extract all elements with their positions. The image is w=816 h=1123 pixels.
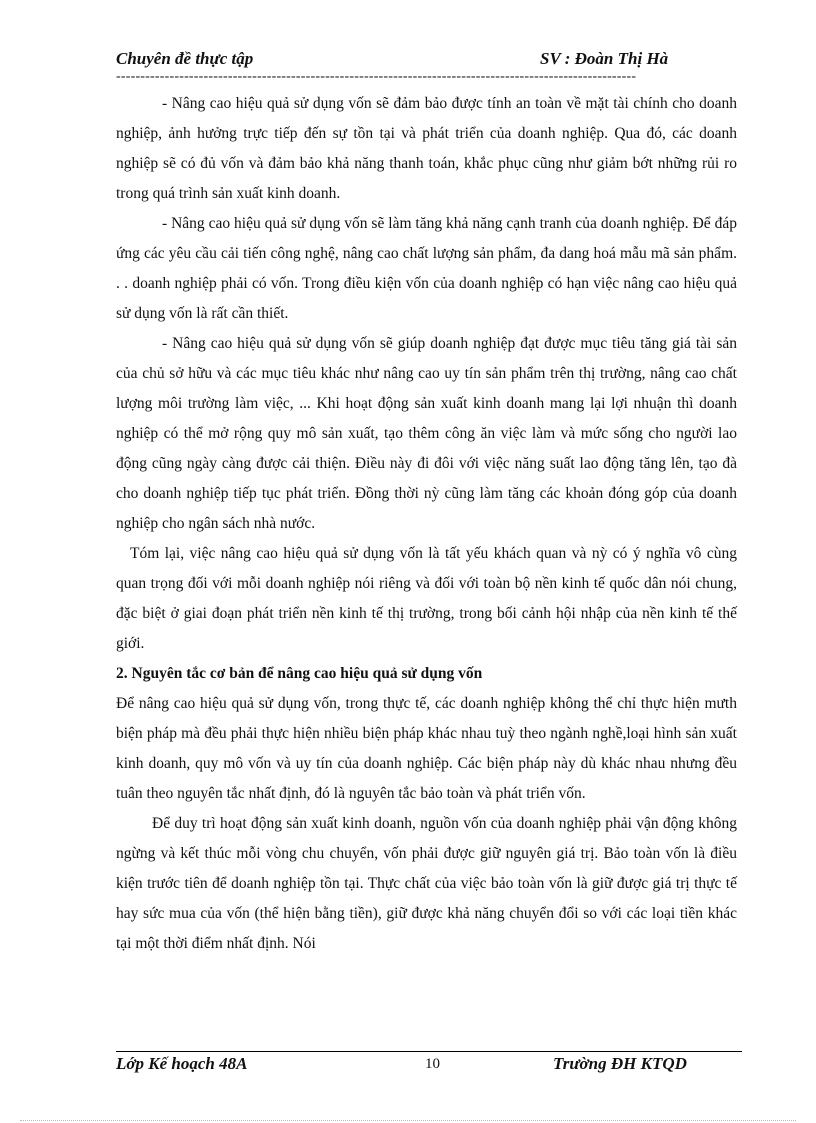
section-heading: 2. Nguyên tắc cơ bản để nâng cao hiệu quả sử dụng vốn xyxy=(116,665,483,682)
footer-class: Lớp Kế hoạch 48A xyxy=(116,1054,248,1073)
header-title: Chuyên đề thực tập xyxy=(116,49,254,68)
page-edge-divider xyxy=(20,1120,796,1121)
header-author: SV : Đoàn Thị Hà xyxy=(540,49,669,68)
document-body xyxy=(116,89,737,959)
footer-rule xyxy=(116,1051,742,1052)
footer-school: Trường ĐH KTQD xyxy=(553,1054,687,1073)
body-paragraph-2: Để duy trì hoạt động sản xuất kinh doanh, nguồn vốn của doanh nghiệp phải vận động không ngừng và kết thúc mỗi vòng chu chuyển, vốn phải được giữ nguyên giá trị. Bảo toàn vốn là điều kiện trước tiên để doanh nghiệp tồn tại. Thực chất của việc bảo toàn vốn là giữ được giá trị thực tế hay sức mua của vốn (thể hiện bằng tiền), giữ được khả năng chuyển đổi so với các loại tiền khác tại một thời điểm nhất định. Nói xyxy=(116,815,737,952)
bullet-paragraph-1: - Nâng cao hiệu quả sử dụng vốn sẽ đảm bảo được tính an toàn về mặt tài chính cho doanh nghiệp, ảnh hưởng trực tiếp đến sự tồn tại và phát triển của doanh nghiệp. Qua đó, các doanh nghiệp sẽ có đủ vốn và đảm bảo khả năng thanh toán, khắc phục cũng như giảm bớt những rủi ro trong quá trình sản xuất kinh doanh. xyxy=(116,95,737,202)
body-paragraph-1: Để nâng cao hiệu quả sử dụng vốn, trong thực tế, các doanh nghiệp không thể chỉ thực hiện mưth biện pháp mà đều phải thực hiện nhiều biện pháp khác nhau tuỳ theo ngành nghề,loại hình sản xuất kinh doanh, quy mô vốn và uy tín của doanh nghiệp. Các biện pháp này dù khác nhau nhưng đều tuân theo nguyên tắc nhất định, đó là nguyên tắc bảo toàn và phát triển vốn. xyxy=(116,695,737,802)
bullet-paragraph-3: - Nâng cao hiệu quả sử dụng vốn sẽ giúp doanh nghiệp đạt được mục tiêu tăng giá tài sản của chủ sở hữu và các mục tiêu khác như nâng cao uy tín sản phẩm trên thị trường, nâng cao chất lượng môi trường làm việc, ... Khi hoạt động sản xuất kinh doanh mang lại lợi nhuận thì doanh nghiệp có thể mở rộng quy mô sản xuất, tạo thêm công ăn việc làm và mức sống cho người lao động cũng ngày càng được cải thiện. Điều này đi đôi với việc năng suất lao động tăng lên, tạo đà cho doanh nghiệp tiếp tục phát triển. Đồng thời nỳ cũng làm tăng các khoản đóng góp của doanh nghiệp cho ngân sách nhà nước. xyxy=(116,335,737,532)
page-number: 10 xyxy=(425,1056,440,1072)
bullet-paragraph-2: - Nâng cao hiệu quả sử dụng vốn sẽ làm tăng khả năng cạnh tranh của doanh nghiệp. Để đáp ứng các yêu cầu cải tiến công nghệ, nâng cao chất lượng sản phẩm, đa dang hoá mẫu mã sản phẩm. . . doanh nghiệp phải có vốn. Trong điều kiện vốn của doanh nghiệp có hạn việc nâng cao hiệu quả sử dụng vốn là rất cần thiết. xyxy=(116,215,737,322)
header-rule: ----------------------------------------------------------------------------------------------------------- xyxy=(116,70,637,84)
summary-paragraph: Tóm lại, việc nâng cao hiệu quả sử dụng vốn là tất yếu khách quan và nỳ có ý nghĩa vô cùng quan trọng đối với mỗi doanh nghiệp nói riêng và đối với toàn bộ nền kinh tế quốc dân nói chung, đặc biệt ở giai đoạn phát triển nền kinh tế thị trường, trong bối cảnh hội nhập của nền kinh tế thế giới. xyxy=(116,545,737,652)
